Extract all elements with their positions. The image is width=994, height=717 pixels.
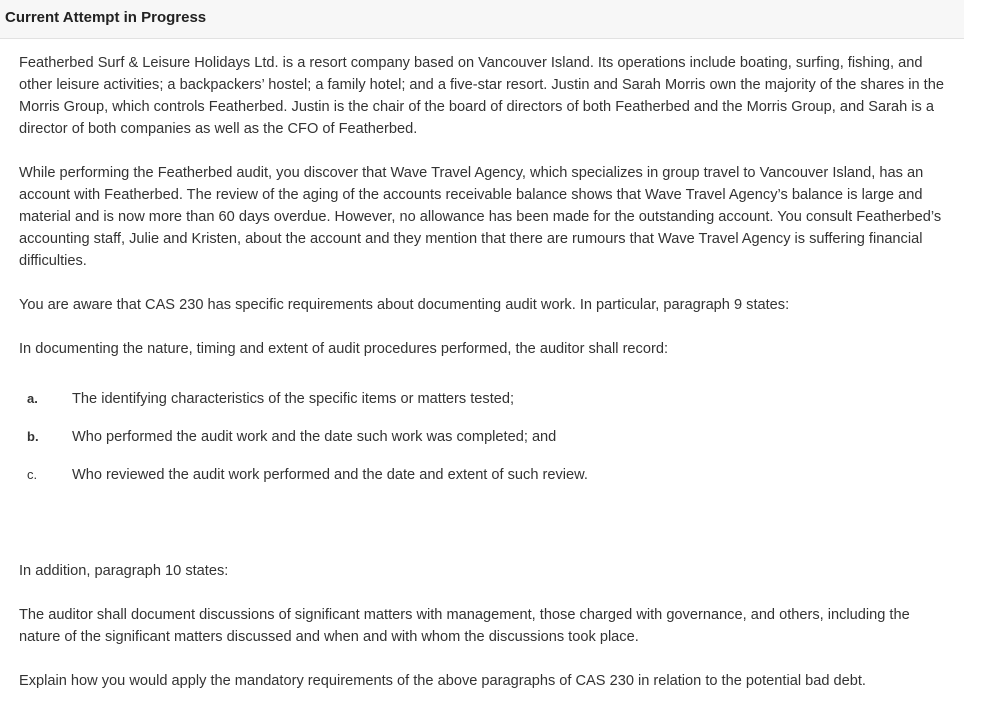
list-item [19, 388, 949, 426]
list-item [19, 426, 949, 464]
attempt-header [0, 0, 964, 39]
question-paragraph-intro: Featherbed Surf & Leisure Holidays Ltd. is a resort company based on Vancouver Island. Its operations include boating, surfing, fishing, and other leisure activities; a backpackers’ hostel; a family hotel; and a five-star resort. Justin and Sarah Morris own the majority of the shares in the Morris Group, which controls Featherbed. Justin is the chair of the board of directors of both Featherbed and the Morris Group, and Sarah is a director of both companies as well as the CFO of Featherbed. [19, 55, 944, 137]
question-paragraph-cas230: You are aware that CAS 230 has specific requirements about documenting audit work. In particular, paragraph 9 states: [19, 297, 790, 313]
list-item-text: Who reviewed the audit work performed and the date and extent of such review. [72, 467, 588, 483]
list-marker: a. [27, 391, 38, 406]
list-item [19, 464, 949, 502]
question-paragraph-scenario: While performing the Featherbed audit, you discover that Wave Travel Agency, which specializes in group travel to Vancouver Island, has an account with Featherbed. The review of the aging of the accounts receivable balance shows that Wave Travel Agency’s balance is large and material and is now more than 60 days overdue. However, no allowance has been made for the outstanding account. You consult Featherbed’s accounting staff, Julie and Kristen, about the account and they mention that there are rumours that Wave Travel Agency is suffering financial difficulties. [19, 165, 942, 269]
question-paragraph-para10: The auditor shall document discussions of significant matters with management, those charged with governance, and others, including the nature of the significant matters discussed and when and with whom the discussions took place. [19, 607, 910, 645]
attempt-status-title: Current Attempt in Progress [5, 9, 207, 26]
question-paragraph-para10-lead: In addition, paragraph 10 states: [19, 563, 229, 579]
question-prompt: Explain how you would apply the mandatory requirements of the above paragraphs of CAS 230 in relation to the potential bad debt. [19, 673, 866, 689]
requirements-list [19, 388, 949, 502]
list-item-text: The identifying characteristics of the specific items or matters tested; [72, 391, 515, 407]
question-paragraph-para9-lead: In documenting the nature, timing and extent of audit procedures performed, the auditor shall record: [19, 341, 668, 357]
list-item-text: Who performed the audit work and the date such work was completed; and [72, 429, 557, 445]
list-marker: b. [27, 429, 39, 444]
list-marker: c. [27, 467, 38, 482]
